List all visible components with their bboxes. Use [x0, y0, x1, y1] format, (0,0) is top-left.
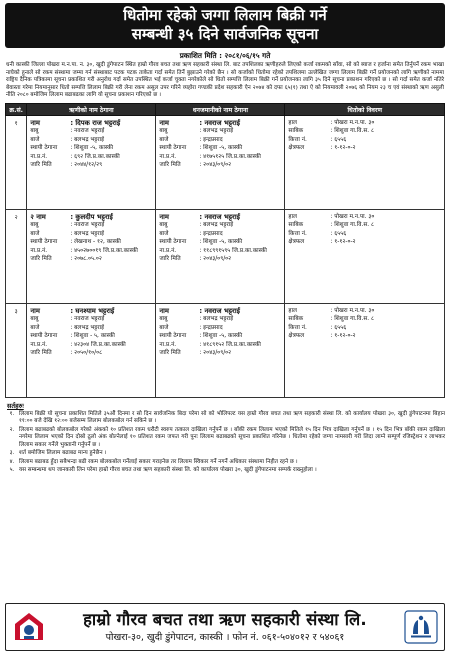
- borrower-field: [30, 230, 152, 238]
- term-number: ४.: [9, 458, 15, 465]
- guarantor-field: [159, 324, 281, 332]
- borrower-field: [30, 315, 152, 323]
- field-label: स्थायी ठेगाना: [159, 239, 187, 246]
- term-item: [5, 427, 445, 450]
- field-label: कित्ता नं.: [288, 136, 307, 143]
- field-label: नाम: [159, 118, 169, 127]
- borrower-field: [30, 213, 152, 221]
- terms-title: सर्तहरुः: [7, 401, 24, 410]
- field-value: : बलभद्र भट्टराई: [70, 230, 104, 237]
- table-row: [6, 209, 445, 303]
- field-label: हाल: [288, 307, 297, 314]
- borrower-cell: [27, 209, 156, 303]
- row-serial: २: [6, 209, 27, 303]
- field-label: साबिक: [288, 316, 304, 323]
- col-header-borrower: ऋणीको नाम ठेगाना: [27, 103, 156, 115]
- borrower-field: [30, 238, 152, 246]
- guarantor-field: [159, 136, 281, 144]
- notice-page: [5, 3, 445, 653]
- field-label: ना.प्र.नं.: [159, 341, 177, 348]
- term-item: [5, 467, 445, 475]
- org-name: हाम्रो गौरव बचत तथा ऋण सहकारी संस्था लि.: [83, 610, 367, 629]
- guarantor-field: [159, 247, 281, 255]
- field-label: ना.प्र.नं.: [159, 153, 177, 160]
- field-label: स्थायी ठेगाना: [30, 145, 58, 152]
- borrower-field: [30, 349, 152, 357]
- field-label: जारि मिति: [159, 256, 181, 262]
- field-value: : दिपक राज भट्टराई: [70, 118, 121, 127]
- field-label: बाजे: [30, 136, 40, 143]
- property-field: [288, 315, 441, 323]
- field-label: हाल: [288, 119, 297, 126]
- term-text: लिलाम बिक्री यो सूचना प्रकाशित मितिले ३५औं दिनमा र सो दिन सार्वजनिक बिदा परेमा सो को भोलिपल्ट यस हाम्रो गौरव बचत तथा ऋण सहकारी संस्था लि. को कार्यालय पोखरा ३०, खुदी डुंगेपाटनमा बिहान ११:०० बजे देखि १२:०० बजेसम्म लिलाम बोलकबोल गर्न सकिने छ ।: [19, 410, 445, 425]
- field-value: : बलभद्र भट्टराई: [199, 222, 234, 229]
- field-value: : ४१८९१५२ जि.प्र.का.कास्की: [199, 341, 261, 348]
- row-serial: १: [6, 115, 27, 209]
- field-value: : २०४३/०९/०२: [199, 350, 232, 356]
- field-label: साबिक: [288, 128, 304, 135]
- term-item: [5, 411, 445, 426]
- field-label: बाबु: [159, 128, 168, 135]
- field-value: : ४५०२७००१९ जि.प्र.का.कास्की: [70, 247, 138, 254]
- field-value: : ४१७५१२५ जि.प्र.का.कास्की: [199, 153, 261, 160]
- field-value: : ११८९९१५९५ जि.प्र.का.कास्की: [199, 247, 267, 254]
- table-row: [6, 303, 445, 397]
- property-cell: [285, 209, 445, 303]
- field-value: : शिशुवा गा.वि.स. ८: [330, 128, 374, 135]
- term-item: [5, 450, 445, 458]
- field-value: : बलभद्र भट्टराई: [70, 324, 104, 331]
- field-label: स्थायी ठेगाना: [159, 145, 187, 152]
- term-text: शर्त बमोजिम लिलाम बढाबढ मान्य हुनेछैन ।: [19, 450, 107, 457]
- field-value: : इन्द्रप्रसाद: [199, 136, 223, 143]
- property-field: [288, 230, 441, 238]
- borrower-field: [30, 307, 152, 315]
- field-value: : शिशुवा -५, कास्की: [199, 333, 243, 340]
- field-value: : इन्द्रप्रसाद: [199, 230, 223, 237]
- field-label: ना.प्र.नं.: [30, 341, 48, 348]
- property-field: [288, 136, 441, 144]
- field-label: कित्ता नं.: [288, 230, 307, 237]
- borrower-cell: [27, 303, 156, 397]
- field-value: : १-१२-०-२: [330, 333, 356, 340]
- field-label: साबिक: [288, 222, 304, 229]
- intro-paragraph: धनी कास्की जिल्ला पोखरा म.न.पा. न. ३०, खुदी डुंगेपाटन स्थित हाम्रो गौरव बचत तथा ऋण सहकारी संस्था लि. बाट तपशिलका ऋणीहरुले लिएको कर्जा रकमको साँवा, सो को ब्याज र हर्जाना समेत तिर्नुपर्ने रकम भाखा नाघेको हुनाले सो रकम संस्थामा जम्मा गर्न संस्थाबाट पटक पटक ताकेता गर्दा समेत तिर्ने बुझाउने गरेको छैन । सो कर्जाको धितोमा रहेको तपशिलमा उल्लेखित जग्गा लिलाम बिक्री गर्ने प्रयोजनको लागि ऋणीको नाममा राष्ट्रिय दैनिक पत्रिकामा सूचना प्रकाशित गरी अनुरोध गर्दा समेत उपस्थित भई कर्जा चुक्ता नगरेकोले सो धितो सम्पत्ति लिलाम बिक्री गर्ने प्रयोजनका लागि ३५ दिने सूचना प्रकाशन गरिएको छ । सो गर्दा समेत कर्जा नतिरे बेवास्ता गरेमा नियमानुसार धितो सम्पत्ति लिलाम बिक्री गरी लेना रकम असुल उपर गरिने व्यहोरा गण्डकी प्रदेश सहकारी ऐन २०७४ को दफा ६५(१) तथा ऐ को नियमावली २०७६ को नियम २३ च एवं संस्थाको ऋण असुली नीति २०८० बमोजिम लिलाम बढाबढका लागि यो सूचना प्रकाशन गरिएको छ ।: [6, 62, 444, 99]
- field-value: : ६९२ जि.प्र.का.कास्की: [70, 153, 120, 160]
- field-value: : नवराज भट्टराई: [199, 118, 240, 127]
- field-label: क्षेत्रफल: [288, 145, 305, 152]
- borrower-field: [30, 332, 152, 340]
- field-value: : १-१२-०-२: [330, 145, 356, 152]
- guarantor-field: [159, 153, 281, 161]
- guarantor-field: [159, 307, 281, 315]
- field-label: बाबु: [159, 222, 168, 229]
- terms-list: [5, 411, 445, 475]
- borrower-field: [30, 136, 152, 144]
- field-value: : शिशुवा -५, कास्की: [199, 145, 243, 152]
- guarantor-field: [159, 315, 281, 323]
- field-label: जारि मिति: [159, 350, 181, 356]
- field-label: क्षेत्रफल: [288, 239, 305, 246]
- cooperative-logo-icon: [12, 610, 46, 644]
- guarantor-field: [159, 341, 281, 349]
- field-value: : बलभद्र भट्टराई: [199, 316, 234, 323]
- field-value: : शिशुवा गा.वि.स. ८: [330, 222, 374, 229]
- guarantor-field: [159, 255, 281, 263]
- field-value: : २०४३/०९/०२: [199, 256, 232, 262]
- term-number: ३.: [9, 450, 15, 457]
- field-label: जारि मिति: [30, 162, 52, 168]
- guarantor-field: [159, 144, 281, 152]
- borrower-field: [30, 127, 152, 135]
- field-label: बाजे: [159, 136, 169, 143]
- field-label: २ नाम: [30, 212, 46, 221]
- field-value: : लेखनाथ - १२, कास्की: [70, 239, 121, 246]
- property-field: [288, 238, 441, 246]
- field-value: : नवराज भट्टराई: [199, 212, 240, 221]
- guarantor-field: [159, 349, 281, 357]
- field-label: बाजे: [159, 230, 169, 237]
- borrower-field: [30, 324, 152, 332]
- field-label: बाबु: [30, 316, 39, 323]
- guarantor-field: [159, 230, 281, 238]
- property-field: [288, 332, 441, 340]
- publish-date: प्रकाशित मिति : २०८१/०६/१५ गते: [179, 51, 271, 60]
- field-value: : शिशुवा -५, कास्की: [70, 145, 114, 152]
- col-header-sn: क्र.सं.: [6, 103, 27, 115]
- org-address: पोखरा-३०, खुदी डुंगेपाटन, कास्की । फोन नं. ०६१-५०४०१२ र ५४०६१: [105, 632, 345, 643]
- table-header-row: [6, 103, 445, 115]
- term-text: लिलाम बढाबढको बोलकबोल गरेको अंकको १० प्रतिशत रकम धरौटी स्वरुप तत्काल दाखिला गर्नुपर्ने छ । बाँकी रकम लिलाम भएको मितिले १५ दिन भित्र दाखिला गर्नुपर्ने छ । १५ दिन भित्र बाँकी रकम दाखिला नगरेमा लिलाम भएको दिन दोस्रो ठूलो अंक बोल्नेलाई १० प्रतिशत रकम जफत गरी पुनः लिलाम बढाबढको सूचना प्रकाशित गरिनेछ । धितोमा रहेको जग्गा नामसारी गरी लिदा लाग्ने सम्पूर्ण रजिस्ट्रेशन र लाभकर लिलाम सकार गर्नेले भुक्तानी गर्नुपर्ने छ ।: [19, 426, 445, 448]
- row-serial: ३: [6, 303, 27, 397]
- col-header-property: धितोको विवरण: [285, 103, 445, 115]
- term-number: १.: [9, 410, 15, 417]
- field-value: : कुलदीप भट्टराई: [70, 212, 113, 221]
- field-value: : पोखरा म.न.पा. ३०: [330, 213, 375, 220]
- term-number: २.: [9, 426, 15, 433]
- guarantor-field: [159, 119, 281, 127]
- property-field: [288, 307, 441, 315]
- field-value: : २०४३/०९/०२: [199, 162, 232, 168]
- notice-title-line2: सम्बन्धी ३५ दिने सार्वजनिक सूचना: [131, 25, 319, 43]
- field-label: बाबु: [30, 222, 39, 229]
- field-label: जारि मिति: [30, 256, 52, 262]
- guarantor-cell: [156, 303, 285, 397]
- field-value: : नवराज भट्टराई: [199, 306, 240, 315]
- borrower-field: [30, 153, 152, 161]
- guarantor-cell: [156, 209, 285, 303]
- field-value: : नवराज भट्टराई: [70, 222, 105, 229]
- property-field: [288, 144, 441, 152]
- field-label: ना.प्र.नं.: [30, 153, 48, 160]
- term-text: लिलाम बढाबढ हुँदा सबैभन्दा बढी रकम बोलकबोल गर्नेलाई सकार गराइनेछ तर लिलाम स्विकार गर्ने नगर्ने अधिकार संस्थामा निहीत रहने छ ।: [19, 458, 298, 465]
- field-value: : २०५०/१०/०८: [70, 350, 103, 356]
- field-value: : ६५५६: [330, 324, 347, 331]
- field-label: जारि मिति: [159, 162, 181, 168]
- field-value: : शिशुवा -५, कास्की: [199, 239, 243, 246]
- property-field: [288, 324, 441, 332]
- field-value: : पोखरा म.न.पा. ३०: [330, 307, 375, 314]
- guarantor-field: [159, 161, 281, 169]
- col-header-guarantor: धनजमानीको नाम ठेगाना: [156, 103, 285, 115]
- field-value: : ४२३०४ जि.प्र.का.कास्की: [70, 341, 126, 348]
- guarantor-field: [159, 127, 281, 135]
- guarantor-field: [159, 221, 281, 229]
- guarantor-field: [159, 332, 281, 340]
- footer-banner: [5, 603, 445, 651]
- field-value: : २०७८.०५.०२: [70, 256, 102, 262]
- field-label: ना.प्र.नं.: [159, 247, 177, 254]
- property-cell: [285, 115, 445, 209]
- property-field: [288, 213, 441, 221]
- field-value: : शिशुवा - ५, कास्की: [70, 333, 115, 340]
- term-text: यस सम्बन्धमा थप जानकारी लिन परेमा हाम्रो गौरव बचत तथा ऋण सहकारी संस्था लि. को कार्यालय पोखरा ३०, खुदी डुंगेपाटनमा सम्पर्क राख्नुहोला ।: [19, 467, 317, 474]
- property-field: [288, 221, 441, 229]
- field-label: बाबु: [30, 128, 39, 135]
- field-value: : शिशुवा गा.वि.स. ८: [330, 316, 374, 323]
- field-label: स्थायी ठेगाना: [159, 333, 187, 340]
- field-label: कित्ता नं.: [288, 324, 307, 331]
- guarantor-cell: [156, 115, 285, 209]
- field-value: : घनश्याम भट्टराई: [70, 306, 115, 315]
- borrower-field: [30, 247, 152, 255]
- field-label: जारि मिति: [30, 350, 52, 356]
- field-label: नाम: [159, 306, 169, 315]
- property-field: [288, 119, 441, 127]
- field-value: : १-१२-०-२: [330, 239, 356, 246]
- field-value: : नवराज भट्टराई: [70, 128, 105, 135]
- field-label: बाजे: [30, 324, 40, 331]
- borrower-cell: [27, 115, 156, 209]
- field-label: बाजे: [30, 230, 40, 237]
- notice-title-line1: धितोमा रहेको जग्गा लिलाम बिक्री गर्ने: [123, 6, 327, 24]
- borrower-field: [30, 144, 152, 152]
- field-value: : ६५५६: [330, 136, 347, 143]
- field-value: : इन्द्रप्रसाद: [199, 324, 223, 331]
- borrower-field: [30, 119, 152, 127]
- term-item: [5, 459, 445, 467]
- property-table: [5, 103, 445, 398]
- guarantor-field: [159, 238, 281, 246]
- field-value: : बलभद्र भट्टराई: [199, 128, 234, 135]
- property-field: [288, 127, 441, 135]
- field-label: स्थायी ठेगाना: [30, 239, 58, 246]
- term-number: ५.: [9, 467, 15, 474]
- borrower-field: [30, 161, 152, 169]
- footer-text: [46, 610, 404, 644]
- field-label: क्षेत्रफल: [288, 333, 305, 340]
- field-label: बाजे: [159, 324, 169, 331]
- field-label: नाम: [30, 118, 40, 127]
- property-cell: [285, 303, 445, 397]
- borrower-field: [30, 221, 152, 229]
- notice-header: [5, 3, 445, 48]
- field-value: : बलभद्र भट्टराई: [70, 136, 104, 143]
- guarantor-field: [159, 213, 281, 221]
- field-label: नाम: [30, 306, 40, 315]
- field-value: : २०४४/१२/२९: [70, 162, 103, 168]
- field-label: नाम: [159, 212, 169, 221]
- field-value: : पोखरा म.न.पा. ३०: [330, 119, 375, 126]
- cooperative-symbol-icon: [404, 610, 438, 644]
- borrower-field: [30, 255, 152, 263]
- field-label: स्थायी ठेगाना: [30, 333, 58, 340]
- table-row: [6, 115, 445, 209]
- field-label: बाबु: [159, 316, 168, 323]
- borrower-field: [30, 341, 152, 349]
- field-label: हाल: [288, 213, 297, 220]
- field-value: : ६५५६: [330, 230, 347, 237]
- field-value: : नवराज भट्टराई: [70, 316, 105, 323]
- field-label: ना.प्र.नं.: [30, 247, 48, 254]
